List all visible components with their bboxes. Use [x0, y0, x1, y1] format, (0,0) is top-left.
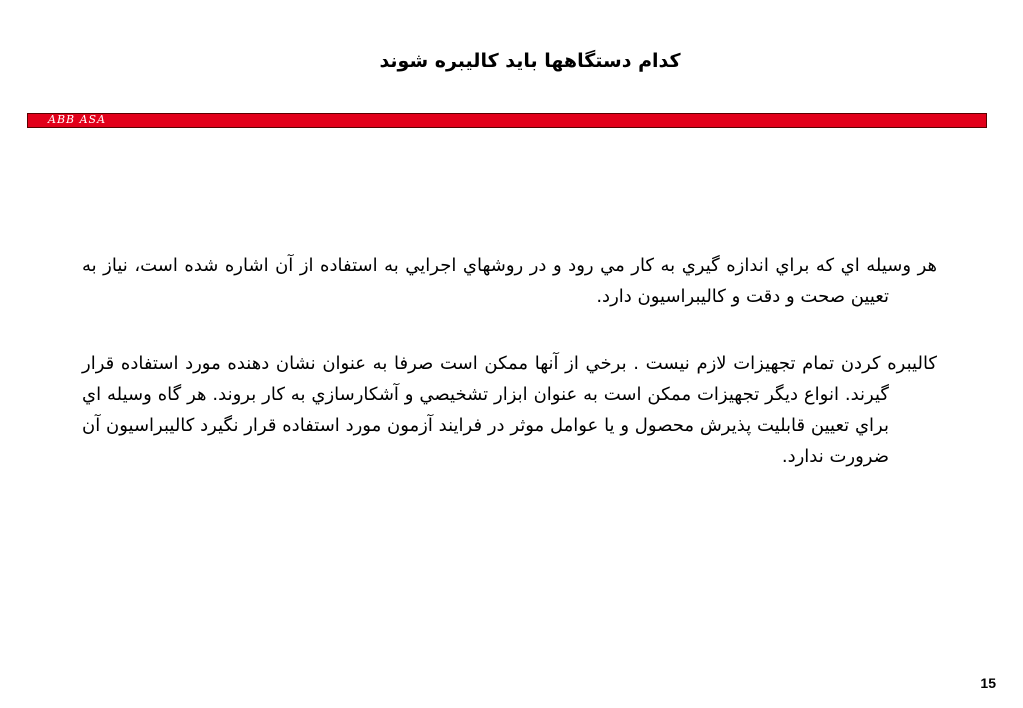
paragraph-measurement-devices: هر وسيله اي كه براي اندازه گيري به كار مي رود و در روشهاي اجرايي به استفاده از آن اشاره شده است، نياز به تعيين صحت و دقت و كاليبراسيون دارد. [82, 255, 937, 307]
paragraph-calibration-exceptions: كاليبره كردن تمام تجهيزات لازم نيست . برخي از آنها ممكن است صرفا به عنوان نشان دهنده مورد استفاده قرار گيرند. انواع ديگر تجهيزات ممكن است به عنوان ابزار تشخيصي و آشكارسازي به كار بروند. هر گاه وسيله اي براي تعيين قابليت پذيرش محصول و يا عوامل موثر در فرايند آزمون مورد استفاده قرار نگيرد كاليبراسيون آن ضرورت ندارد. [82, 353, 937, 467]
company-logo: ABB ASA [48, 113, 107, 126]
slide-body [82, 250, 937, 472]
page-number: 15 [980, 675, 996, 691]
header-banner [27, 113, 987, 128]
slide-title: كدام دستگاهها بايد كاليبره شوند [379, 50, 681, 72]
